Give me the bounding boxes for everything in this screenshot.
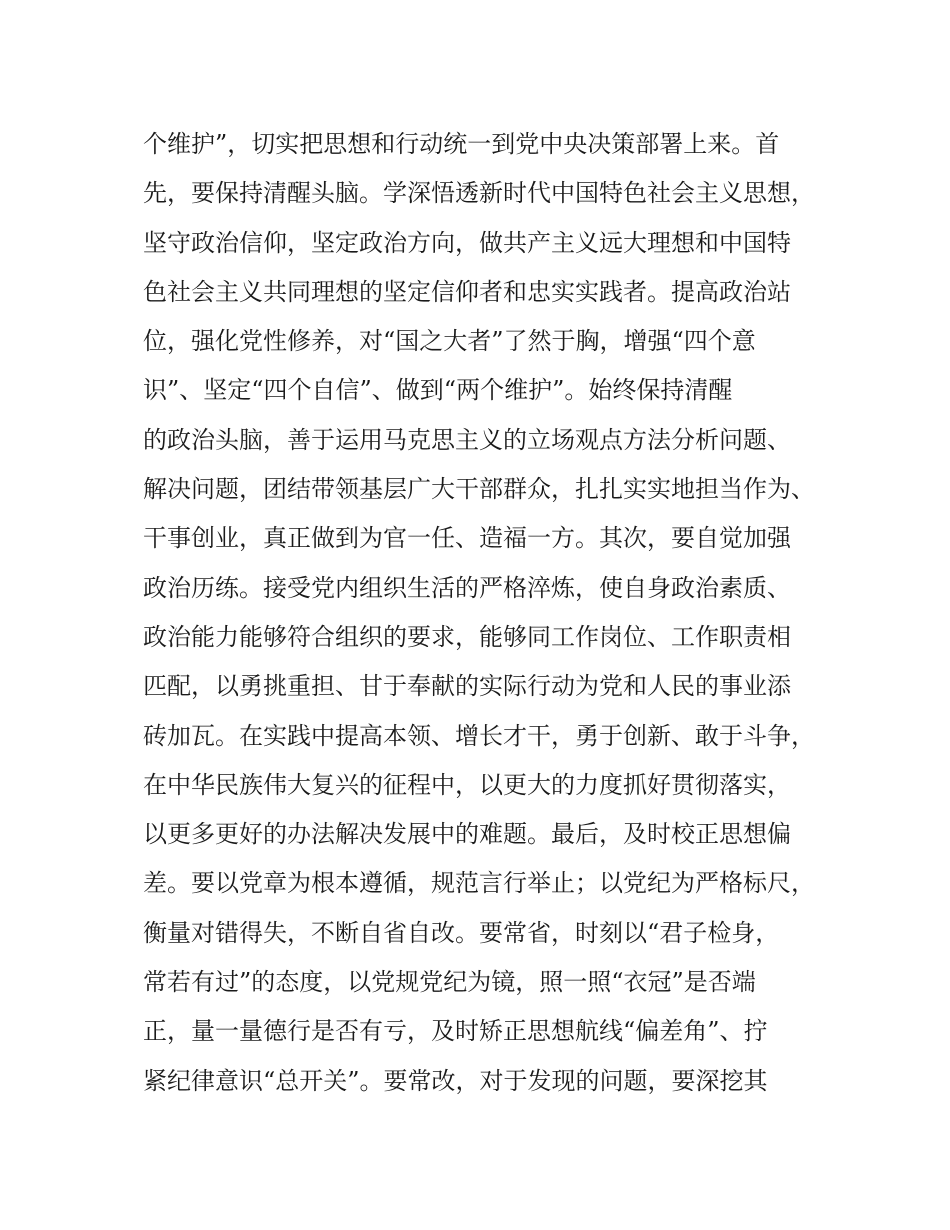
text-line-8: 解决问题，团结带领基层广大干部群众，扎扎实实地担当作为、 [143, 475, 815, 504]
text-line-15: 以更多更好的办法解决发展中的难题。最后，及时校正思想偏 [143, 820, 791, 849]
text-line-9: 干事创业，真正做到为官一任、造福一方。其次，要自觉加强 [143, 524, 791, 553]
text-line-19: 正，量一量德行是否有亏，及时矫正思想航线“偏差角”、拧 [143, 1017, 768, 1046]
text-line-16: 差。要以党章为根本遵循，规范言行举止；以党纪为严格标尺， [143, 869, 815, 898]
text-line-2: 先，要保持清醒头脑。学深悟透新时代中国特色社会主义思想， [143, 179, 815, 208]
text-line-18: 常若有过”的态度，以党规党纪为镜，照一照“衣冠”是否端 [143, 968, 756, 997]
text-line-14: 在中华民族伟大复兴的征程中，以更大的力度抓好贯彻落实， [143, 770, 791, 799]
text-line-20: 紧纪律意识“总开关”。要常改，对于发现的问题，要深挖其 [143, 1066, 768, 1095]
text-line-11: 政治能力能够符合组织的要求，能够同工作岗位、工作职责相 [143, 622, 791, 651]
text-line-17: 衡量对错得失，不断自省自改。要常省，时刻以“君子检身， [143, 918, 780, 947]
text-line-5: 位，强化党性修养，对“国之大者”了然于胸，增强“四个意 [143, 327, 756, 356]
text-line-10: 政治历练。接受党内组织生活的严格淬炼，使自身政治素质、 [143, 573, 791, 602]
text-line-13: 砖加瓦。在实践中提高本领、增长才干，勇于创新、敢于斗争， [143, 721, 815, 750]
text-line-12: 匹配，以勇挑重担、甘于奉献的实际行动为党和人民的事业添 [143, 672, 791, 701]
text-line-4: 色社会主义共同理想的坚定信仰者和忠实实践者。提高政治站 [143, 277, 791, 306]
text-line-6: 识”、坚定“四个自信”、做到“两个维护”。始终保持清醒 [143, 376, 733, 405]
text-line-7: 的政治头脑，善于运用马克思主义的立场观点方法分析问题、 [143, 425, 791, 454]
body-text [143, 120, 843, 1106]
text-line-1: 个维护”，切实把思想和行动统一到党中央决策部署上来。首 [143, 130, 780, 158]
text-line-3: 坚守政治信仰，坚定政治方向，做共产主义远大理想和中国特 [143, 228, 791, 257]
